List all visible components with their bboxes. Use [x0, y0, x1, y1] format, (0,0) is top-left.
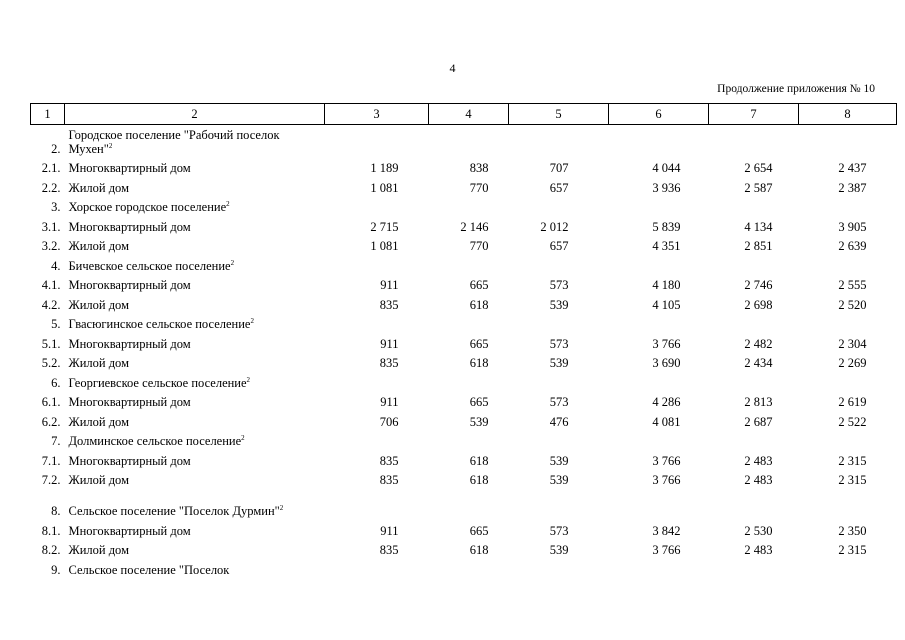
value-col-3: 835 — [379, 356, 399, 370]
section-title — [65, 487, 325, 518]
row-number: 8.2. — [41, 543, 61, 557]
table-row — [31, 518, 897, 538]
empty-cell — [609, 253, 709, 273]
table-header — [31, 104, 897, 125]
value-col-7: 2 687 — [744, 414, 773, 429]
value-col-7: 2 483 — [744, 543, 773, 557]
value-col-7: 4 134 — [744, 219, 773, 234]
table-row — [31, 409, 897, 429]
empty-cell — [429, 429, 509, 449]
value-col-6: 3 690 — [652, 356, 681, 370]
value-col-8: 2 555 — [838, 278, 867, 292]
empty-cell — [325, 557, 429, 577]
row-name: Многоквартирный дом — [68, 278, 191, 292]
value-col-6: 4 105 — [652, 297, 681, 312]
value-col-5: 539 — [549, 453, 569, 468]
empty-cell — [429, 370, 509, 390]
empty-cell — [799, 429, 897, 449]
table-row — [31, 331, 897, 351]
empty-cell — [509, 487, 609, 518]
empty-cell — [609, 487, 709, 518]
value-col-4: 665 — [469, 395, 489, 409]
row-name: Жилой дом — [68, 356, 129, 370]
value-col-5: 539 — [549, 356, 569, 370]
value-col-3: 911 — [380, 278, 399, 292]
value-col-7: 2 813 — [744, 395, 773, 409]
empty-cell — [325, 253, 429, 273]
value-col-4: 2 146 — [460, 219, 489, 234]
empty-cell — [609, 312, 709, 332]
section-title — [65, 370, 325, 390]
value-col-5: 573 — [549, 523, 569, 538]
value-col-6: 4 044 — [652, 161, 681, 175]
value-col-6: 3 842 — [652, 523, 681, 538]
value-col-6: 3 766 — [652, 543, 681, 557]
section-title — [65, 253, 325, 273]
empty-cell — [709, 557, 799, 577]
empty-cell — [509, 429, 609, 449]
value-col-7: 2 483 — [744, 453, 773, 468]
empty-cell — [325, 125, 429, 156]
empty-cell — [799, 125, 897, 156]
value-col-8: 2 522 — [838, 414, 867, 429]
value-col-4: 618 — [469, 473, 489, 487]
empty-cell — [709, 370, 799, 390]
header-col-3: 3 — [325, 104, 429, 125]
data-table — [30, 103, 897, 577]
empty-cell — [609, 125, 709, 156]
value-col-3: 911 — [380, 523, 399, 538]
value-col-8: 2 619 — [838, 395, 867, 409]
empty-cell — [325, 195, 429, 215]
row-name: Жилой дом — [68, 297, 129, 312]
table-row — [31, 448, 897, 468]
empty-cell — [709, 429, 799, 449]
header-col-5: 5 — [509, 104, 609, 125]
header-col-7: 7 — [709, 104, 799, 125]
section-title-text: Городское поселение "Рабочий поселок Мухен" — [68, 127, 280, 156]
continuation-label: Продолжение приложения № 10 — [717, 83, 875, 95]
value-col-3: 1 081 — [370, 180, 399, 195]
value-col-7: 2 587 — [744, 180, 773, 195]
value-col-5: 539 — [549, 297, 569, 312]
empty-cell — [509, 370, 609, 390]
value-col-4: 665 — [469, 278, 489, 292]
value-col-8: 2 437 — [838, 161, 867, 175]
value-col-3: 835 — [379, 473, 399, 487]
empty-cell — [509, 557, 609, 577]
value-col-8: 2 315 — [838, 473, 867, 487]
empty-cell — [709, 195, 799, 215]
section-title-text: Гвасюгинское сельское поселение — [68, 317, 251, 331]
row-number: 7.2. — [41, 473, 61, 487]
empty-cell — [609, 195, 709, 215]
value-col-3: 1 189 — [370, 161, 399, 175]
row-number: 2.2. — [41, 180, 61, 195]
empty-cell — [709, 487, 799, 518]
section-title-text: Бичевское сельское поселение — [68, 258, 231, 273]
value-col-5: 573 — [549, 336, 569, 351]
table-row — [31, 292, 897, 312]
footnote-mark: 2 — [246, 375, 251, 384]
empty-cell — [325, 370, 429, 390]
section-row — [31, 487, 897, 518]
section-row — [31, 125, 897, 156]
row-name: Многоквартирный дом — [68, 453, 191, 468]
footnote-mark: 2 — [230, 258, 235, 267]
footnote-mark: 2 — [279, 504, 284, 512]
value-col-5: 573 — [549, 395, 569, 409]
section-row — [31, 557, 897, 577]
value-col-4: 665 — [469, 523, 489, 538]
section-title-text: Долминское сельское поселение — [68, 434, 242, 448]
value-col-6: 3 766 — [652, 473, 681, 487]
value-col-7: 2 482 — [744, 336, 773, 351]
value-col-6: 3 766 — [652, 453, 681, 468]
empty-cell — [799, 253, 897, 273]
empty-cell — [799, 557, 897, 577]
section-row — [31, 253, 897, 273]
row-number: 2.1. — [41, 161, 61, 175]
empty-cell — [709, 312, 799, 332]
value-col-5: 539 — [549, 473, 569, 487]
footnote-mark: 2 — [226, 200, 230, 208]
section-number: 7. — [51, 434, 61, 448]
page-number: 4 — [449, 61, 456, 75]
empty-cell — [509, 253, 609, 273]
table-row — [31, 234, 897, 254]
header-col-4: 4 — [429, 104, 509, 125]
empty-cell — [429, 253, 509, 273]
table-row — [31, 538, 897, 558]
value-col-6: 4 286 — [652, 395, 681, 409]
value-col-7: 2 746 — [744, 278, 773, 292]
value-col-3: 706 — [379, 414, 399, 429]
value-col-3: 835 — [379, 543, 399, 557]
empty-cell — [709, 125, 799, 156]
value-col-7: 2 483 — [744, 473, 773, 487]
empty-cell — [509, 312, 609, 332]
empty-cell — [429, 487, 509, 518]
value-col-4: 770 — [469, 180, 489, 195]
value-col-8: 3 905 — [838, 219, 867, 234]
section-number: 3. — [51, 200, 61, 214]
row-number: 8.1. — [41, 523, 61, 538]
section-title-text: Хорское городское поселение — [68, 200, 227, 214]
empty-cell — [429, 557, 509, 577]
empty-cell — [429, 195, 509, 215]
value-col-7: 2 434 — [744, 356, 773, 370]
value-col-8: 2 315 — [838, 453, 867, 468]
value-col-4: 770 — [469, 239, 489, 253]
section-row — [31, 312, 897, 332]
row-name: Жилой дом — [68, 180, 129, 195]
row-number: 6.2. — [41, 414, 61, 429]
value-col-4: 618 — [469, 297, 489, 312]
row-name: Многоквартирный дом — [68, 336, 191, 351]
value-col-5: 657 — [549, 180, 569, 195]
value-col-7: 2 698 — [744, 297, 773, 312]
empty-cell — [509, 125, 609, 156]
section-number: 2. — [51, 141, 61, 156]
table-row — [31, 468, 897, 488]
section-number: 6. — [51, 375, 61, 390]
value-col-8: 2 269 — [838, 356, 867, 370]
table-row — [31, 175, 897, 195]
footnote-mark: 2 — [241, 434, 245, 442]
value-col-7: 2 654 — [744, 161, 773, 175]
value-col-5: 539 — [549, 543, 569, 557]
empty-cell — [429, 312, 509, 332]
value-col-6: 4 081 — [652, 414, 681, 429]
empty-cell — [325, 429, 429, 449]
value-col-3: 835 — [379, 297, 399, 312]
value-col-4: 618 — [469, 356, 489, 370]
empty-cell — [429, 125, 509, 156]
value-col-8: 2 350 — [838, 523, 867, 538]
row-name: Жилой дом — [68, 543, 129, 557]
value-col-3: 1 081 — [370, 239, 399, 253]
empty-cell — [709, 253, 799, 273]
footnote-mark: 2 — [250, 317, 254, 325]
row-name: Жилой дом — [68, 239, 129, 253]
row-name: Многоквартирный дом — [68, 395, 191, 409]
section-title-text: Сельское поселение "Поселок Дурмин" — [68, 504, 280, 518]
header-col-1: 1 — [31, 104, 65, 125]
value-col-3: 2 715 — [370, 219, 399, 234]
value-col-3: 911 — [380, 336, 399, 351]
empty-cell — [799, 312, 897, 332]
empty-cell — [609, 429, 709, 449]
empty-cell — [609, 370, 709, 390]
row-number: 5.2. — [41, 356, 61, 370]
table-row — [31, 273, 897, 293]
empty-cell — [799, 370, 897, 390]
header-col-6: 6 — [609, 104, 709, 125]
section-title — [65, 312, 325, 332]
empty-cell — [325, 487, 429, 518]
footnote-mark: 2 — [108, 141, 113, 150]
section-title-text: Георгиевское сельское поселение — [68, 375, 247, 390]
section-number: 8. — [51, 504, 61, 518]
empty-cell — [325, 312, 429, 332]
table-body — [31, 125, 897, 577]
row-number: 4.1. — [41, 278, 61, 292]
value-col-7: 2 851 — [744, 239, 773, 253]
row-number: 5.1. — [41, 336, 61, 351]
value-col-4: 618 — [469, 453, 489, 468]
table-row — [31, 390, 897, 410]
section-number: 5. — [51, 317, 61, 331]
value-col-6: 3 936 — [652, 180, 681, 195]
value-col-3: 911 — [380, 395, 399, 409]
row-name: Жилой дом — [68, 473, 129, 487]
table-row — [31, 351, 897, 371]
header-row — [31, 104, 897, 125]
value-col-5: 707 — [549, 161, 569, 175]
value-col-6: 3 766 — [652, 336, 681, 351]
value-col-4: 539 — [469, 414, 489, 429]
value-col-5: 657 — [549, 239, 569, 253]
header-col-8: 8 — [799, 104, 897, 125]
empty-cell — [509, 195, 609, 215]
row-name: Многоквартирный дом — [68, 219, 191, 234]
value-col-5: 476 — [549, 414, 569, 429]
section-row — [31, 195, 897, 215]
value-col-8: 2 639 — [838, 239, 867, 253]
row-number: 6.1. — [41, 395, 61, 409]
section-title — [65, 195, 325, 215]
empty-cell — [609, 557, 709, 577]
value-col-6: 4 180 — [652, 278, 681, 292]
section-title — [65, 125, 325, 156]
header-col-2: 2 — [65, 104, 325, 125]
value-col-4: 838 — [469, 161, 489, 175]
section-title-text: Сельское поселение "Поселок — [68, 562, 230, 577]
value-col-8: 2 315 — [838, 543, 867, 557]
row-number: 4.2. — [41, 297, 61, 312]
value-col-5: 573 — [549, 278, 569, 292]
row-name: Жилой дом — [68, 414, 129, 429]
section-row — [31, 429, 897, 449]
value-col-3: 835 — [379, 453, 399, 468]
row-number: 3.2. — [41, 239, 61, 253]
row-number: 7.1. — [41, 453, 61, 468]
table-row — [31, 214, 897, 234]
value-col-5: 2 012 — [540, 219, 569, 234]
section-title — [65, 557, 325, 577]
value-col-7: 2 530 — [744, 523, 773, 538]
row-name: Многоквартирный дом — [68, 161, 191, 175]
row-name: Многоквартирный дом — [68, 523, 191, 538]
value-col-4: 618 — [469, 543, 489, 557]
table-row — [31, 156, 897, 176]
section-number: 9. — [51, 562, 61, 577]
row-number: 3.1. — [41, 219, 61, 234]
value-col-6: 5 839 — [652, 219, 681, 234]
value-col-6: 4 351 — [652, 239, 681, 253]
value-col-8: 2 387 — [838, 180, 867, 195]
section-title — [65, 429, 325, 449]
section-number: 4. — [51, 258, 61, 273]
value-col-4: 665 — [469, 336, 489, 351]
value-col-8: 2 520 — [838, 297, 867, 312]
empty-cell — [799, 195, 897, 215]
value-col-8: 2 304 — [838, 336, 867, 351]
empty-cell — [799, 487, 897, 518]
section-row — [31, 370, 897, 390]
